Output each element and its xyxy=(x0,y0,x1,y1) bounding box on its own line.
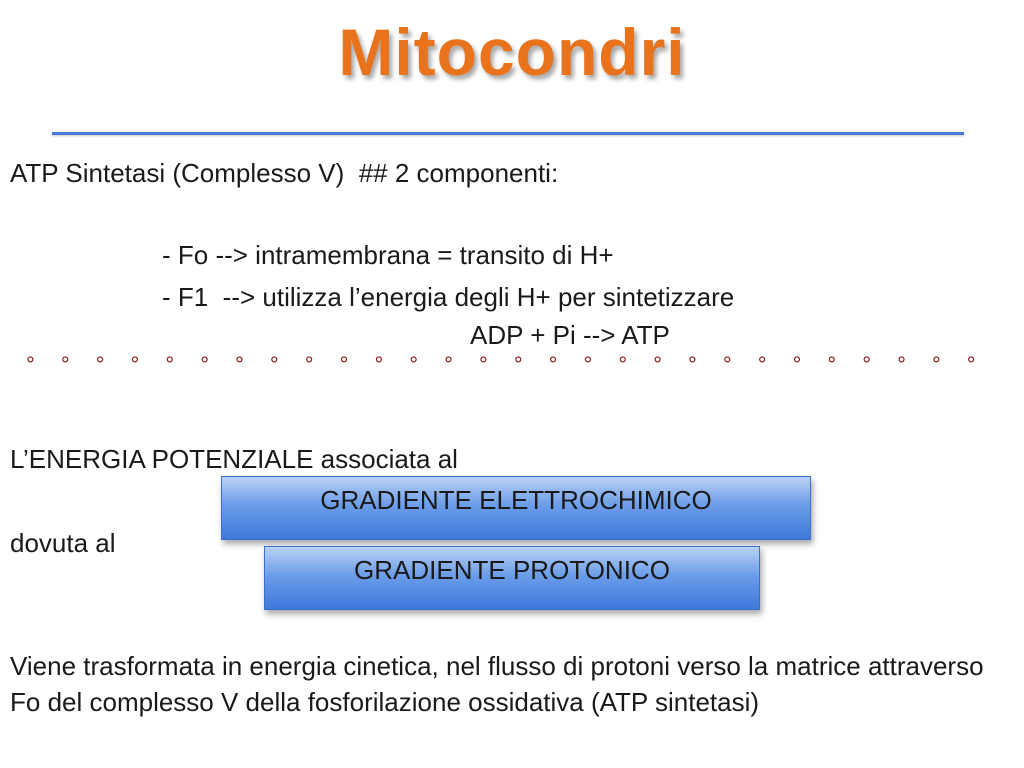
title-divider xyxy=(52,132,964,135)
separator-dot: ° xyxy=(478,352,488,377)
separator-dot: ° xyxy=(165,352,175,377)
atp-sintetasi-line: ATP Sintetasi (Complesso V) ## 2 componenti: xyxy=(10,158,559,188)
separator-dot: ° xyxy=(26,352,35,377)
energia-potenziale-text: L’ENERGIA POTENZIALE associata al xyxy=(10,444,458,474)
fo-component-item: - Fo --> intramembrana = transito di H+ xyxy=(162,240,614,270)
separator-dot: ° xyxy=(130,352,140,377)
dotted-separator xyxy=(26,352,976,378)
separator-dot: ° xyxy=(339,352,349,377)
separator-dot: ° xyxy=(862,352,872,377)
separator-dot: ° xyxy=(931,352,941,377)
gradiente-protonico-label: GRADIENTE PROTONICO xyxy=(354,555,670,585)
separator-dot: ° xyxy=(235,352,244,377)
separator-dot: ° xyxy=(374,352,384,377)
separator-dot: ° xyxy=(444,352,453,377)
separator-dot: ° xyxy=(966,352,976,377)
separator-dot: ° xyxy=(304,352,314,377)
separator-dot: ° xyxy=(722,352,732,377)
separator-dot: ° xyxy=(688,352,697,377)
separator-dot: ° xyxy=(653,352,662,377)
separator-dot: ° xyxy=(583,352,593,377)
separator-dot: ° xyxy=(269,352,279,377)
slide-title: Mitocondri xyxy=(338,15,686,89)
conclusion-paragraph: Viene trasformata in energia cinetica, nel flusso di protoni verso la matrice attraverso Fo del complesso V della fosforilazione ossidativa (ATP sintetasi) xyxy=(10,651,984,717)
separator-dot: ° xyxy=(792,352,802,377)
f1-component-item: - F1 --> utilizza l’energia degli H+ per sintetizzare xyxy=(162,282,735,312)
separator-dot: ° xyxy=(618,352,628,377)
gradiente-elettrochimico-box xyxy=(221,476,811,540)
separator-dot: ° xyxy=(548,352,558,377)
separator-dot: ° xyxy=(95,352,105,377)
gradiente-protonico-box xyxy=(264,546,760,610)
gradiente-elettrochimico-label: GRADIENTE ELETTROCHIMICO xyxy=(320,485,712,515)
separator-dot: ° xyxy=(897,352,906,377)
separator-dot: ° xyxy=(200,352,210,377)
separator-dot: ° xyxy=(827,352,837,377)
separator-dot: ° xyxy=(60,352,70,377)
f1-reaction-line: ADP + Pi --> ATP xyxy=(470,320,670,350)
separator-dot: ° xyxy=(409,352,419,377)
separator-dot: ° xyxy=(513,352,523,377)
dovuta-al-text: dovuta al xyxy=(10,528,116,558)
separator-dot: ° xyxy=(757,352,767,377)
